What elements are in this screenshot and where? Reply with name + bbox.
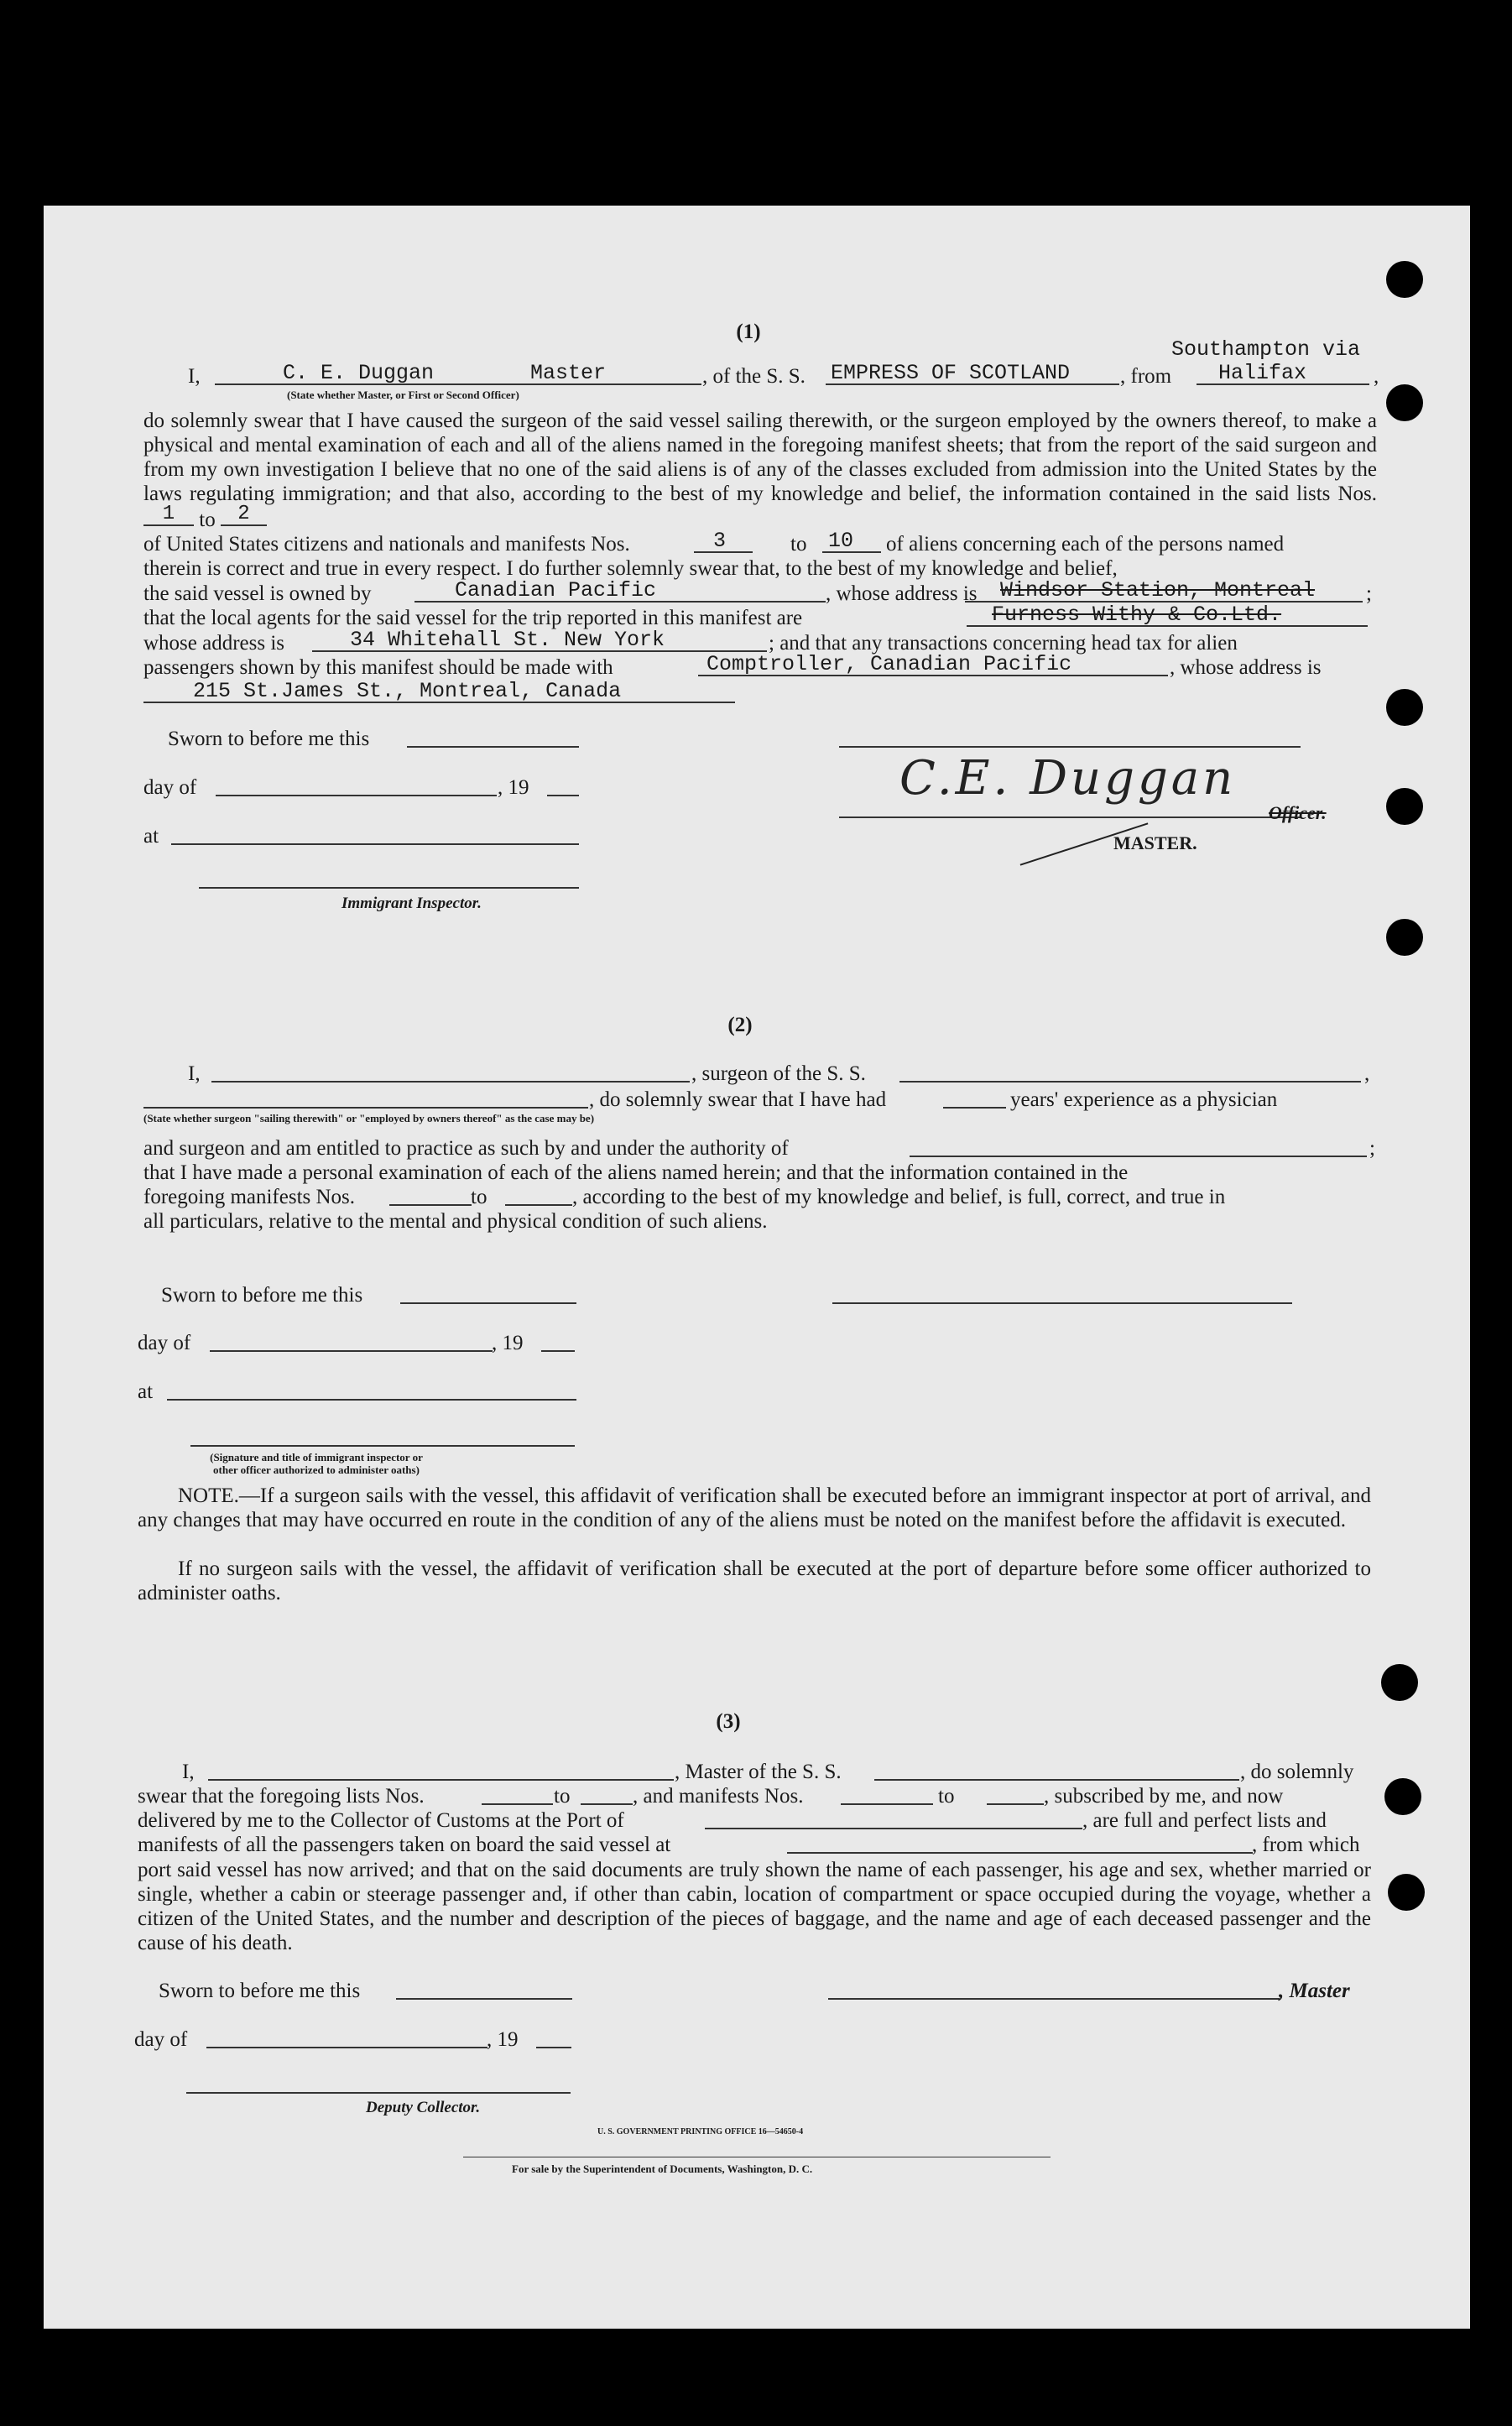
surgeon-ship-line (899, 1081, 1361, 1083)
section-3-paragraph (138, 1858, 1371, 1955)
to-text: to (199, 509, 216, 531)
sworn-line-3 (396, 1998, 572, 2000)
year-label-2: , 19 (492, 1332, 524, 1354)
subscribed-label: , subscribed by me, and now (1044, 1785, 1284, 1808)
from-port-line1: Southampton via (1171, 337, 1361, 362)
punch-hole (1381, 1664, 1418, 1701)
lists-to-field: 2 (221, 506, 267, 526)
to-text: to (554, 1785, 571, 1808)
inspector-signature-line (190, 1445, 575, 1447)
section-1-paragraph (143, 409, 1377, 531)
according-text: , according to the best of my knowledge and belief, is full, correct, and true in (572, 1186, 1226, 1208)
section-3-number: (3) (716, 1710, 741, 1733)
sig-note-2: other officer authorized to administer oaths) (213, 1463, 420, 1476)
surgeon-signature-line (832, 1302, 1292, 1304)
note-paragraph-1 (138, 1484, 1371, 1532)
note-paragraph-2 (138, 1557, 1371, 1605)
whose-address-label-2: whose address is (143, 632, 285, 655)
exam-text: that I have made a personal examination of each of the aliens named herein; and that the information contained in the (143, 1161, 1129, 1184)
agents-field: Furness Withy & Co.Ltd. (992, 603, 1282, 627)
comma: , (1364, 1062, 1370, 1085)
deputy-collector-label: Deputy Collector. (366, 2099, 481, 2116)
lists-to-line-3 (581, 1803, 633, 1805)
delivered-label: delivered by me to the Collector of Customs at the Port of (138, 1809, 624, 1832)
punch-hole (1388, 1874, 1425, 1911)
note-2-text: If no surgeon sails with the vessel, the affidavit of verification shall be executed at the port of departure before some officer authorized to administer oaths. (138, 1557, 1371, 1604)
year-label-1: , 19 (498, 776, 529, 799)
surgeon-of-label: , surgeon of the S. S. (691, 1062, 866, 1085)
sale-note: For sale by the Superintendent of Documents, Washington, D. C. (512, 2163, 813, 2175)
day-of-line-2 (210, 1350, 493, 1352)
foregoing-from-line (389, 1204, 472, 1206)
manifests-all-label: manifests of all the passengers taken on board the said vessel at (138, 1834, 671, 1856)
and-manifests-label: , and manifests Nos. (633, 1785, 804, 1808)
foregoing-label: foregoing manifests Nos. (143, 1186, 356, 1208)
signature-top-line (839, 746, 1301, 748)
master-label-3: , Master (1279, 1980, 1350, 2002)
years-line (943, 1107, 1006, 1109)
passengers-text: passengers shown by this manifest should be made with (143, 656, 613, 679)
master-signature-line-3 (828, 1998, 1280, 2000)
head-tax-text: ; and that any transactions concerning head tax for alien (769, 632, 1238, 655)
at-line-1 (171, 843, 579, 845)
punch-hole (1384, 1778, 1421, 1815)
master-title: MASTER. (1113, 832, 1197, 853)
signature-line (839, 816, 1301, 818)
day-of-label-1: day of (143, 776, 197, 799)
from-label: , from (1120, 365, 1172, 388)
whose-address-label: , whose address is (826, 582, 978, 605)
comma: , (1374, 365, 1379, 388)
year-label-3: , 19 (487, 2028, 519, 2051)
punch-hole (1386, 689, 1423, 726)
sworn-line-1 (407, 746, 579, 748)
of-the-ss: , of the S. S. (702, 365, 806, 388)
surgeon-name-line (211, 1081, 690, 1083)
master-name-field: C. E. Duggan (283, 361, 435, 385)
ship-name-field: EMPRESS OF SCOTLAND (831, 361, 1071, 385)
tax-address-field: 215 St.James St., Montreal, Canada (193, 679, 622, 703)
authority-text: and surgeon and am entitled to practice as such by and under the authority of (143, 1137, 789, 1160)
section-3-i: I, (182, 1761, 195, 1783)
port-line (705, 1828, 1082, 1829)
master-ship-line-3 (874, 1779, 1239, 1781)
whose-address-label-3: , whose address is (1170, 656, 1322, 679)
punch-hole (1386, 919, 1423, 956)
lists-from-line-3 (482, 1803, 553, 1805)
day-of-line-3 (206, 2047, 487, 2048)
manifests-to-field: 10 (828, 529, 854, 553)
solemnly-label: , do solemnly (1240, 1761, 1354, 1783)
sworn-line-2 (400, 1302, 576, 1304)
sworn-label-1: Sworn to before me this (168, 728, 370, 750)
owner-address-field: Windsor Station, Montreal (1000, 578, 1316, 603)
from-which-label: , from which (1252, 1834, 1360, 1856)
agents-address-field: 34 Whitehall St. New York (350, 628, 665, 652)
at-label-2: at (138, 1380, 154, 1403)
section-2-number: (2) (727, 1014, 753, 1036)
owner-field: Canadian Pacific (455, 578, 657, 603)
year-line-1 (547, 795, 579, 796)
punch-hole (1386, 788, 1423, 825)
master-state-note: (State whether Master, or First or Second Officer) (287, 389, 519, 401)
years-label: years' experience as a physician (1010, 1088, 1278, 1111)
section-1-number: (1) (736, 321, 761, 343)
section-1-i: I, (188, 365, 201, 388)
day-of-label-3: day of (134, 2028, 188, 2051)
master-name-line-3 (208, 1779, 674, 1781)
day-of-line-1 (216, 795, 497, 796)
manifests-from-field: 3 (713, 529, 727, 553)
punch-hole (1386, 384, 1423, 421)
inspector-label: Immigrant Inspector. (342, 895, 482, 912)
surgeon-status-line (143, 1107, 588, 1109)
year-line-3 (536, 2047, 571, 2048)
year-line-2 (541, 1350, 575, 1352)
section-3-text: port said vessel has now arrived; and that on the said documents are truly shown the name of each passenger, his age and sex, whether married or single, whether a cabin or steerage passenger and, if other than cabin, location of compartment or space occupied during the voyage, whether a citizen of the United States, and the number and description of the pieces of baggage, and the name and age of each deceased passenger and the cause of his death. (138, 1859, 1371, 1954)
punch-hole (1386, 261, 1423, 298)
correct-text: therein is correct and true in every respect. I do further solemnly swear that, to the best of my knowledge and belief, (143, 557, 1118, 580)
note-1-text: NOTE.—If a surgeon sails with the vessel, this affidavit of verification shall be executed before an immigrant inspector at port of arrival, and any changes that may have occurred en route in the condition of any of the aliens must be noted on the manifest before the affidavit is executed. (138, 1484, 1371, 1531)
us-citizens-text: of United States citizens and nationals and manifests Nos. (143, 533, 630, 556)
master-of-label: , Master of the S. S. (675, 1761, 842, 1783)
at-line-2 (167, 1399, 576, 1401)
semicolon: ; (1369, 1137, 1375, 1160)
from-port-line2: Halifax (1218, 361, 1307, 385)
of-aliens-text: of aliens concerning each of the persons named (886, 533, 1285, 556)
manifest-form-page (44, 206, 1470, 2329)
surgeon-state-note: (State whether surgeon "sailing therewith" or "employed by owners thereof" as the case may be) (143, 1112, 595, 1124)
taken-at-line (787, 1852, 1253, 1854)
gpo-imprint: U. S. GOVERNMENT PRINTING OFFICE 16—54650-4 (597, 2127, 804, 2136)
tax-contact-field: Comptroller, Canadian Pacific (706, 652, 1072, 676)
officer-struck: Officer. (1269, 802, 1327, 823)
owned-by-label: the said vessel is owned by (143, 582, 372, 605)
lists-from-field: 1 (143, 506, 194, 526)
master-role-field: Master (530, 361, 607, 385)
sworn-label-2: Sworn to before me this (161, 1284, 363, 1307)
to-text: to (471, 1186, 487, 1208)
master-signature: C.E. Duggan (899, 751, 1237, 806)
at-label-1: at (143, 825, 159, 848)
swear-label: , do solemnly swear that I have had (589, 1088, 887, 1111)
day-of-label-2: day of (138, 1332, 191, 1354)
inspector-line (199, 887, 579, 889)
manifests-to-line-3 (987, 1803, 1044, 1805)
section-2-i: I, (188, 1062, 201, 1085)
agents-label: that the local agents for the said vessel for the trip reported in this manifest are (143, 607, 803, 629)
to-text: to (790, 533, 807, 556)
sworn-label-3: Sworn to before me this (159, 1980, 361, 2002)
manifests-from-line-3 (841, 1803, 933, 1805)
authority-line (910, 1156, 1367, 1157)
all-particulars-text: all particulars, relative to the mental and physical condition of such aliens. (143, 1210, 768, 1233)
semicolon: ; (1366, 582, 1372, 605)
full-perfect-label: , are full and perfect lists and (1082, 1809, 1327, 1832)
foregoing-to-line (505, 1204, 572, 1206)
to-text: to (938, 1785, 955, 1808)
sig-note-1: (Signature and title of immigrant inspector or (210, 1451, 423, 1463)
deputy-collector-line (186, 2092, 571, 2094)
section-1-oath-text: do solemnly swear that I have caused the surgeon of the said vessel sailing therewith, or the surgeon employed by the owners thereof, to make a physical and mental examination of each and all of the aliens named in the foregoing manifest sheets; that from the report of the said surgeon and from my own investigation I believe that no one of the said aliens is of any of the classes excluded from admission into the United States by the laws regulating immigration; and that also, according to the best of my knowledge and belief, the information contained in the said lists Nos. (143, 410, 1377, 505)
swear-lists-label: swear that the foregoing lists Nos. (138, 1785, 425, 1808)
